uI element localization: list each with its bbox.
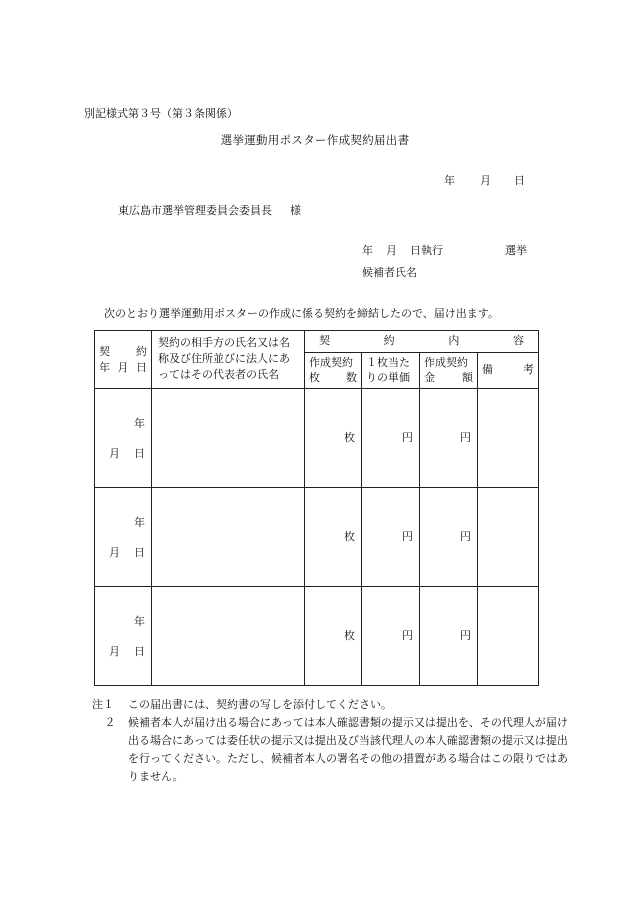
row-sheets-cell[interactable] bbox=[305, 389, 362, 488]
election-year-label: 年 bbox=[362, 244, 373, 257]
form-number: 別記様式第３号（第３条関係） bbox=[84, 107, 238, 120]
row-amount-cell[interactable] bbox=[420, 389, 478, 488]
header-remarks-char: 備 bbox=[482, 363, 493, 377]
election-kind-label: 選挙 bbox=[505, 244, 527, 257]
submission-day-label: 日 bbox=[514, 174, 525, 187]
election-day-held-label: 日執行 bbox=[410, 244, 443, 257]
header-sheets bbox=[305, 353, 362, 389]
header-sheets-char: 数 bbox=[346, 370, 357, 384]
row-counterparty-cell[interactable] bbox=[152, 389, 305, 488]
notes-section bbox=[92, 696, 568, 786]
row-unit-price-cell[interactable] bbox=[362, 389, 420, 488]
row-year-label: 年 bbox=[134, 516, 145, 529]
note-1-label: 注１ bbox=[92, 698, 114, 711]
header-sheets-char: 枚 bbox=[309, 370, 320, 384]
row-date-cell[interactable] bbox=[95, 587, 152, 686]
row-remarks-cell[interactable] bbox=[478, 389, 539, 488]
row-date-cell[interactable] bbox=[95, 389, 152, 488]
row-remarks-cell[interactable] bbox=[478, 488, 539, 587]
header-date-char: 契 bbox=[99, 345, 110, 358]
yen-unit: 円 bbox=[402, 529, 413, 543]
row-counterparty-cell[interactable] bbox=[152, 587, 305, 686]
row-day-label: 日 bbox=[134, 546, 145, 559]
sheets-unit: 枚 bbox=[344, 628, 355, 642]
note-2-text: 候補者本人が届け出る場合にあっては本人確認書類の提示又は提出を、その代理人が届け出る場合にあっては委任状の提示又は提出及び当該代理人の本人確認書類の提示又は提出を行ってください。ただし、候補者本人の署名その他の措置がある場合はこの限りではありません。 bbox=[128, 716, 568, 783]
row-amount-cell[interactable] bbox=[420, 587, 478, 686]
row-sheets-cell[interactable] bbox=[305, 488, 362, 587]
yen-unit: 円 bbox=[402, 430, 413, 444]
header-counterparty: 契約の相手方の氏名又は名称及び住所並びに法人にあってはその代表者の氏名 bbox=[152, 331, 305, 389]
submission-year-label: 年 bbox=[444, 174, 455, 187]
header-date-char: 約 bbox=[136, 345, 147, 358]
row-year-label: 年 bbox=[134, 615, 145, 628]
header-amount bbox=[420, 353, 478, 389]
row-month-label: 月 bbox=[109, 546, 120, 559]
contract-table bbox=[94, 330, 539, 686]
row-day-label: 日 bbox=[134, 645, 145, 658]
header-unit-price-l1: １枚当た bbox=[366, 356, 410, 370]
row-year-label: 年 bbox=[134, 417, 145, 430]
header-date-char: 月 bbox=[117, 361, 129, 374]
yen-unit: 円 bbox=[460, 529, 471, 543]
row-amount-cell[interactable] bbox=[420, 488, 478, 587]
note-1 bbox=[92, 696, 568, 714]
header-contents-char: 約 bbox=[383, 334, 395, 348]
table-row bbox=[95, 389, 539, 488]
header-contents-char: 契 bbox=[319, 334, 330, 348]
header-remarks-char: 考 bbox=[523, 363, 534, 377]
yen-unit: 円 bbox=[460, 628, 471, 642]
candidate-name-label: 候補者氏名 bbox=[362, 266, 417, 279]
table-row bbox=[95, 488, 539, 587]
document-title: 選挙運動用ポスター作成契約届出書 bbox=[220, 133, 410, 147]
row-sheets-cell[interactable] bbox=[305, 587, 362, 686]
header-contract-date bbox=[95, 331, 152, 389]
header-remarks bbox=[478, 353, 539, 389]
row-date-cell[interactable] bbox=[95, 488, 152, 587]
header-date-char: 日 bbox=[136, 361, 147, 374]
yen-unit: 円 bbox=[402, 628, 413, 642]
note-2 bbox=[92, 714, 568, 786]
submission-month-label: 月 bbox=[480, 174, 491, 187]
table-row bbox=[95, 587, 539, 686]
row-unit-price-cell[interactable] bbox=[362, 587, 420, 686]
header-amount-char: 金 bbox=[424, 370, 435, 384]
row-month-label: 月 bbox=[109, 447, 120, 460]
note-1-text: この届出書には、契約書の写しを添付してください。 bbox=[128, 698, 392, 711]
header-date-char: 年 bbox=[99, 361, 110, 374]
header-amount-char: 額 bbox=[462, 370, 473, 384]
header-contents-char: 容 bbox=[512, 334, 524, 348]
header-sheets-l1: 作成契約 bbox=[309, 356, 353, 370]
header-contract-contents bbox=[305, 331, 539, 353]
header-amount-l1: 作成契約 bbox=[424, 356, 468, 370]
addressee: 東広島市選挙管理委員会委員長 bbox=[118, 204, 272, 217]
header-contents-char: 内 bbox=[448, 334, 460, 348]
row-counterparty-cell[interactable] bbox=[152, 488, 305, 587]
header-unit-price-l2: りの単価 bbox=[366, 370, 410, 384]
row-day-label: 日 bbox=[134, 447, 145, 460]
intro-statement: 次のとおり選挙運動用ポスターの作成に係る契約を締結したので、届け出ます。 bbox=[104, 307, 499, 320]
row-remarks-cell[interactable] bbox=[478, 587, 539, 686]
sheets-unit: 枚 bbox=[344, 430, 355, 444]
header-unit-price bbox=[362, 353, 420, 389]
election-month-label: 月 bbox=[386, 244, 397, 257]
addressee-honorific: 様 bbox=[290, 204, 301, 217]
note-2-label: ２ bbox=[104, 716, 116, 729]
row-unit-price-cell[interactable] bbox=[362, 488, 420, 587]
row-month-label: 月 bbox=[109, 645, 120, 658]
yen-unit: 円 bbox=[460, 430, 471, 444]
sheets-unit: 枚 bbox=[344, 529, 355, 543]
